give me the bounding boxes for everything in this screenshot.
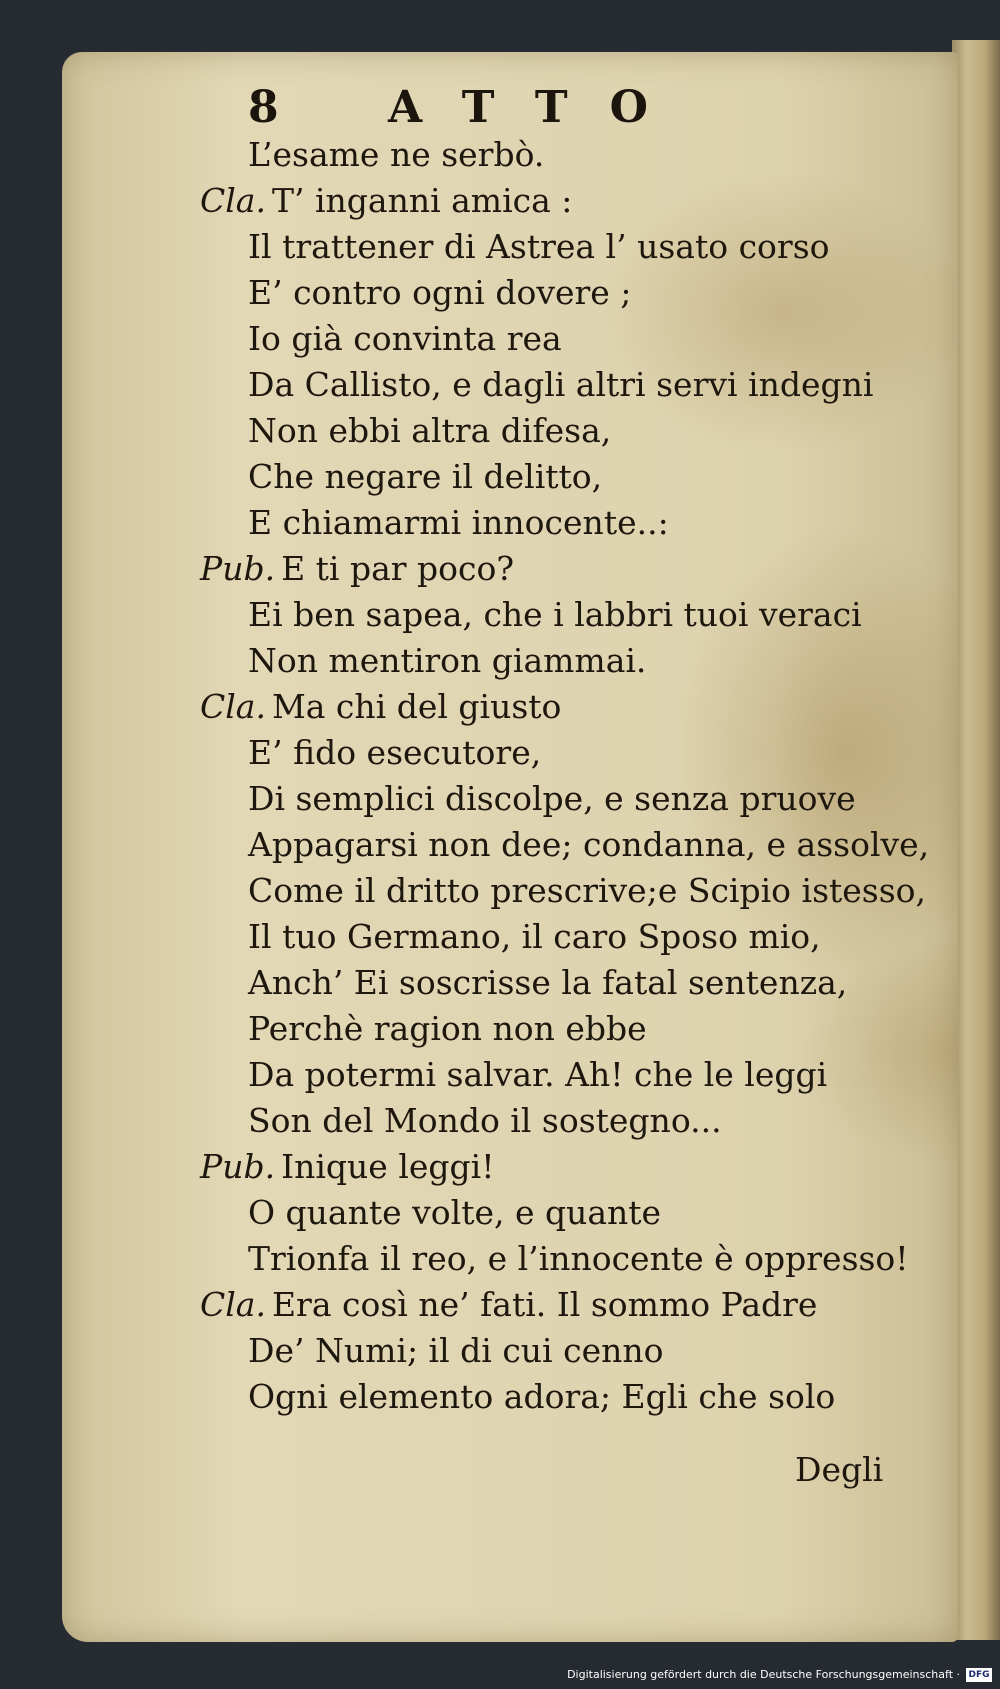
text-line [200, 500, 960, 546]
line-text: Ma chi del giusto [271, 687, 562, 726]
line-text: Non mentiron giammai. [248, 641, 647, 680]
line-text: E’ fido esecutore, [248, 733, 542, 772]
footer-text: Digitalisierung gefördert durch die Deutsche Forschungsgemeinschaft · [567, 1668, 960, 1681]
text-line [200, 132, 960, 178]
line-text: Che negare il delitto, [248, 457, 603, 496]
text-line [200, 178, 960, 224]
line-text: Da potermi salvar. Ah! che le leggi [248, 1055, 828, 1094]
line-text: Di semplici discolpe, e senza pruove [248, 779, 856, 818]
line-text: De’ Numi; il di cui cenno [248, 1331, 664, 1370]
line-text: Son del Mondo il sostegno... [248, 1101, 722, 1140]
text-line [200, 224, 960, 270]
running-title: ATTO [388, 82, 690, 133]
speaker-label: Pub. [200, 1147, 276, 1186]
text-line [200, 454, 960, 500]
text-line [200, 1190, 960, 1236]
line-text: Non ebbi altra difesa, [248, 411, 612, 450]
line-text: Era così ne’ fati. Il sommo Padre [271, 1285, 818, 1324]
page-number: 8 [248, 82, 279, 133]
text-line [200, 1236, 960, 1282]
text-line [200, 546, 960, 592]
line-text: Come il dritto prescrive;e Scipio istesso, [248, 871, 927, 910]
text-line [200, 408, 960, 454]
text-line [200, 776, 960, 822]
text-line [200, 592, 960, 638]
line-text: Ogni elemento adora; Egli che solo [248, 1377, 836, 1416]
line-text: O quante volte, e quante [248, 1193, 662, 1232]
line-text: Il tuo Germano, il caro Sposo mio, [248, 917, 821, 956]
line-text: E ti par poco? [281, 549, 515, 588]
text-line [200, 1098, 960, 1144]
text-line [200, 868, 960, 914]
text-line [200, 822, 960, 868]
line-text: Perchè ragion non ebbe [248, 1009, 647, 1048]
text-line [200, 316, 960, 362]
speaker-label: Cla. [200, 1285, 266, 1324]
text-line [200, 638, 960, 684]
text-block [200, 132, 960, 1420]
line-text: Il trattener di Astrea l’ usato corso [248, 227, 830, 266]
line-text: Appagarsi non dee; condanna, e assolve, [248, 825, 930, 864]
speaker-label: Cla. [200, 687, 266, 726]
footer-credit [567, 1664, 992, 1686]
line-text: Anch’ Ei soscrisse la fatal sentenza, [248, 963, 848, 1002]
line-text: Ei ben sapea, che i labbri tuoi veraci [248, 595, 862, 634]
text-line [200, 684, 960, 730]
text-line [200, 1328, 960, 1374]
line-text: Inique leggi! [281, 1147, 495, 1186]
line-text: Io già convinta rea [248, 319, 562, 358]
dfg-logo: DFG [966, 1668, 992, 1682]
line-text: L’esame ne serbò. [248, 135, 545, 174]
text-line [200, 1374, 960, 1420]
speaker-label: Pub. [200, 549, 276, 588]
line-text: Da Callisto, e dagli altri servi indegni [248, 365, 874, 404]
catchword: Degli [795, 1450, 884, 1489]
text-line [200, 1144, 960, 1190]
text-line [200, 1282, 960, 1328]
text-line [200, 960, 960, 1006]
line-text: E chiamarmi innocente..: [248, 503, 669, 542]
text-line [200, 730, 960, 776]
text-line [200, 1052, 960, 1098]
text-line [200, 914, 960, 960]
text-line [200, 362, 960, 408]
text-line [200, 1006, 960, 1052]
speaker-label: Cla. [200, 181, 266, 220]
text-line [200, 270, 960, 316]
line-text: E’ contro ogni dovere ; [248, 273, 632, 312]
line-text: T’ inganni amica : [271, 181, 573, 220]
line-text: Trionfa il reo, e l’innocente è oppresso! [248, 1239, 909, 1278]
